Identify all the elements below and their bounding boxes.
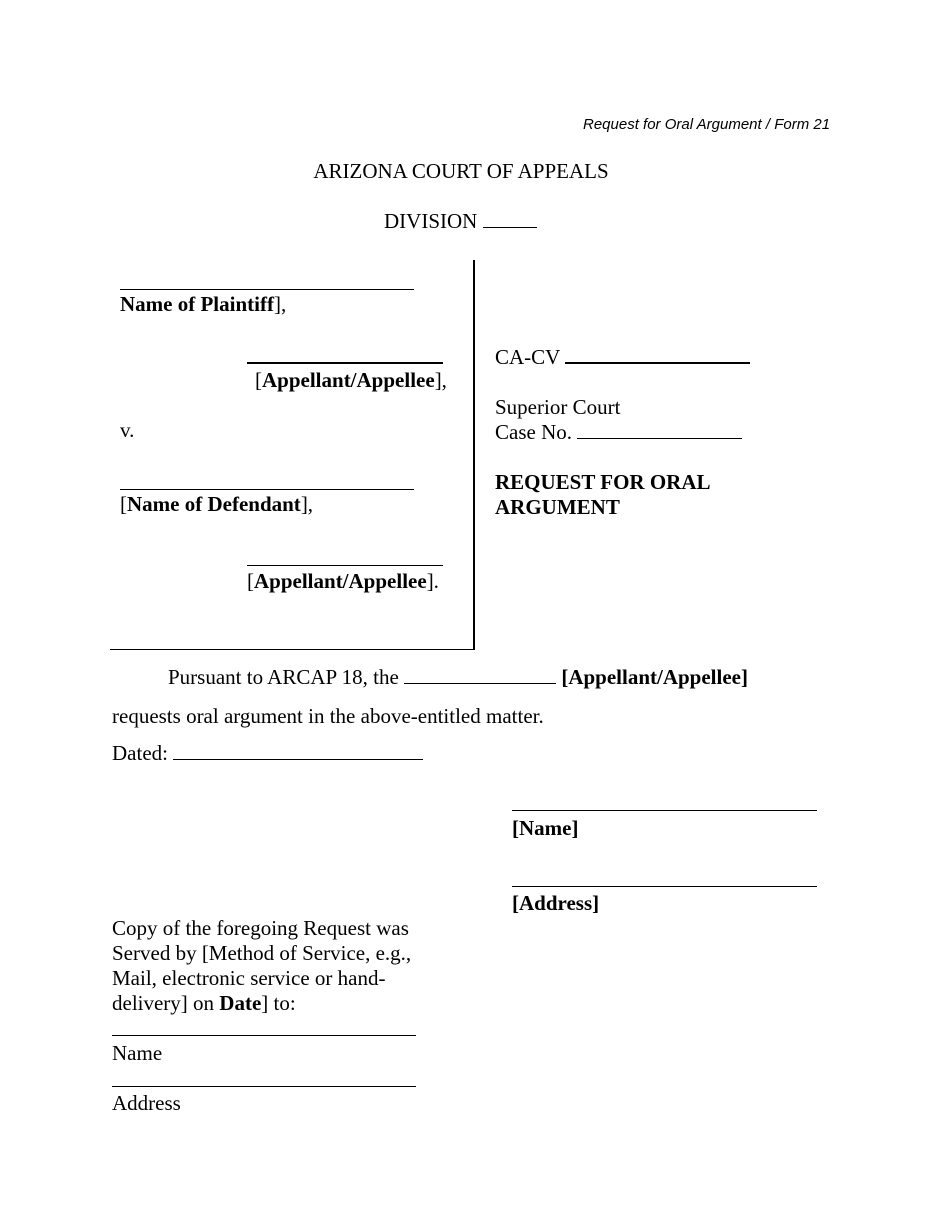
case-no-line	[495, 420, 742, 445]
signature-address-line[interactable]	[512, 886, 817, 887]
service-address-label: Address	[112, 1091, 181, 1115]
signature-name-label: [Name]	[512, 816, 579, 840]
defendant-name-line[interactable]	[120, 489, 414, 490]
signature-name-line[interactable]	[512, 810, 817, 811]
date-blank[interactable]	[173, 758, 423, 760]
defendant-name-label: Name of Defendant	[127, 492, 301, 516]
defendant-role-label: Appellant/Appellee	[254, 569, 427, 593]
plaintiff-suffix: ],	[273, 292, 287, 316]
division-line	[384, 209, 537, 234]
signature-address-label: [Address]	[512, 891, 600, 915]
caption-bottom-border	[110, 649, 475, 650]
party-blank[interactable]	[404, 682, 556, 684]
plaintiff-block	[120, 292, 286, 317]
pursuant-text: Pursuant to ARCAP 18, the	[168, 665, 399, 689]
bracket-close: ],	[434, 368, 447, 392]
defendant-role-line[interactable]	[247, 565, 443, 566]
ca-cv-line	[495, 345, 750, 370]
service-line-2: Served by [Method of Service, e.g.,	[112, 941, 412, 965]
case-no-label: Case No.	[495, 420, 572, 444]
bracket-close: ].	[426, 569, 439, 593]
service-line-3: Mail, electronic service or hand-	[112, 966, 386, 990]
superior-court-label: Superior Court	[495, 395, 621, 419]
defendant-block	[120, 492, 313, 517]
form-reference: Request for Oral Argument / Form 21	[583, 116, 831, 133]
case-no-blank[interactable]	[577, 437, 742, 439]
plaintiff-role-block	[255, 368, 447, 393]
service-name-label: Name	[112, 1041, 163, 1065]
division-blank[interactable]	[483, 226, 537, 228]
dated-line	[112, 741, 423, 766]
service-line-4-prefix: delivery] on	[112, 991, 215, 1015]
bracket-open: [	[247, 569, 254, 593]
request-text: requests oral argument in the above-entitled matter.	[112, 704, 544, 728]
defendant-role-block	[247, 569, 439, 594]
plaintiff-name-label: Name of Plaintiff	[120, 292, 274, 316]
pursuant-line	[168, 665, 748, 690]
bracket-open: [	[255, 368, 262, 392]
service-address-line[interactable]	[112, 1086, 416, 1087]
service-name-line[interactable]	[112, 1035, 416, 1036]
bracket-open: [	[120, 492, 127, 516]
service-line-1: Copy of the foregoing Request was	[112, 916, 409, 940]
ca-cv-number-blank[interactable]	[565, 361, 750, 364]
division-label: DIVISION	[384, 209, 478, 233]
caption-vertical-divider	[473, 260, 475, 650]
plaintiff-name-line[interactable]	[120, 289, 414, 290]
dated-label: Dated:	[112, 741, 168, 765]
court-title: ARIZONA COURT OF APPEALS	[313, 159, 609, 183]
party-role-label: [Appellant/Appellee]	[561, 665, 748, 689]
service-line-4-suffix: ] to:	[261, 991, 296, 1015]
versus-label: v.	[120, 418, 135, 442]
plaintiff-role-line[interactable]	[247, 362, 443, 364]
service-line-4	[112, 991, 296, 1016]
plaintiff-role-label: Appellant/Appellee	[262, 368, 435, 392]
ca-cv-label: CA-CV	[495, 345, 560, 369]
service-date-label: Date	[219, 991, 262, 1015]
document-title-line2: ARGUMENT	[495, 495, 620, 519]
document-title-line1: REQUEST FOR ORAL	[495, 470, 711, 494]
defendant-suffix: ],	[300, 492, 314, 516]
